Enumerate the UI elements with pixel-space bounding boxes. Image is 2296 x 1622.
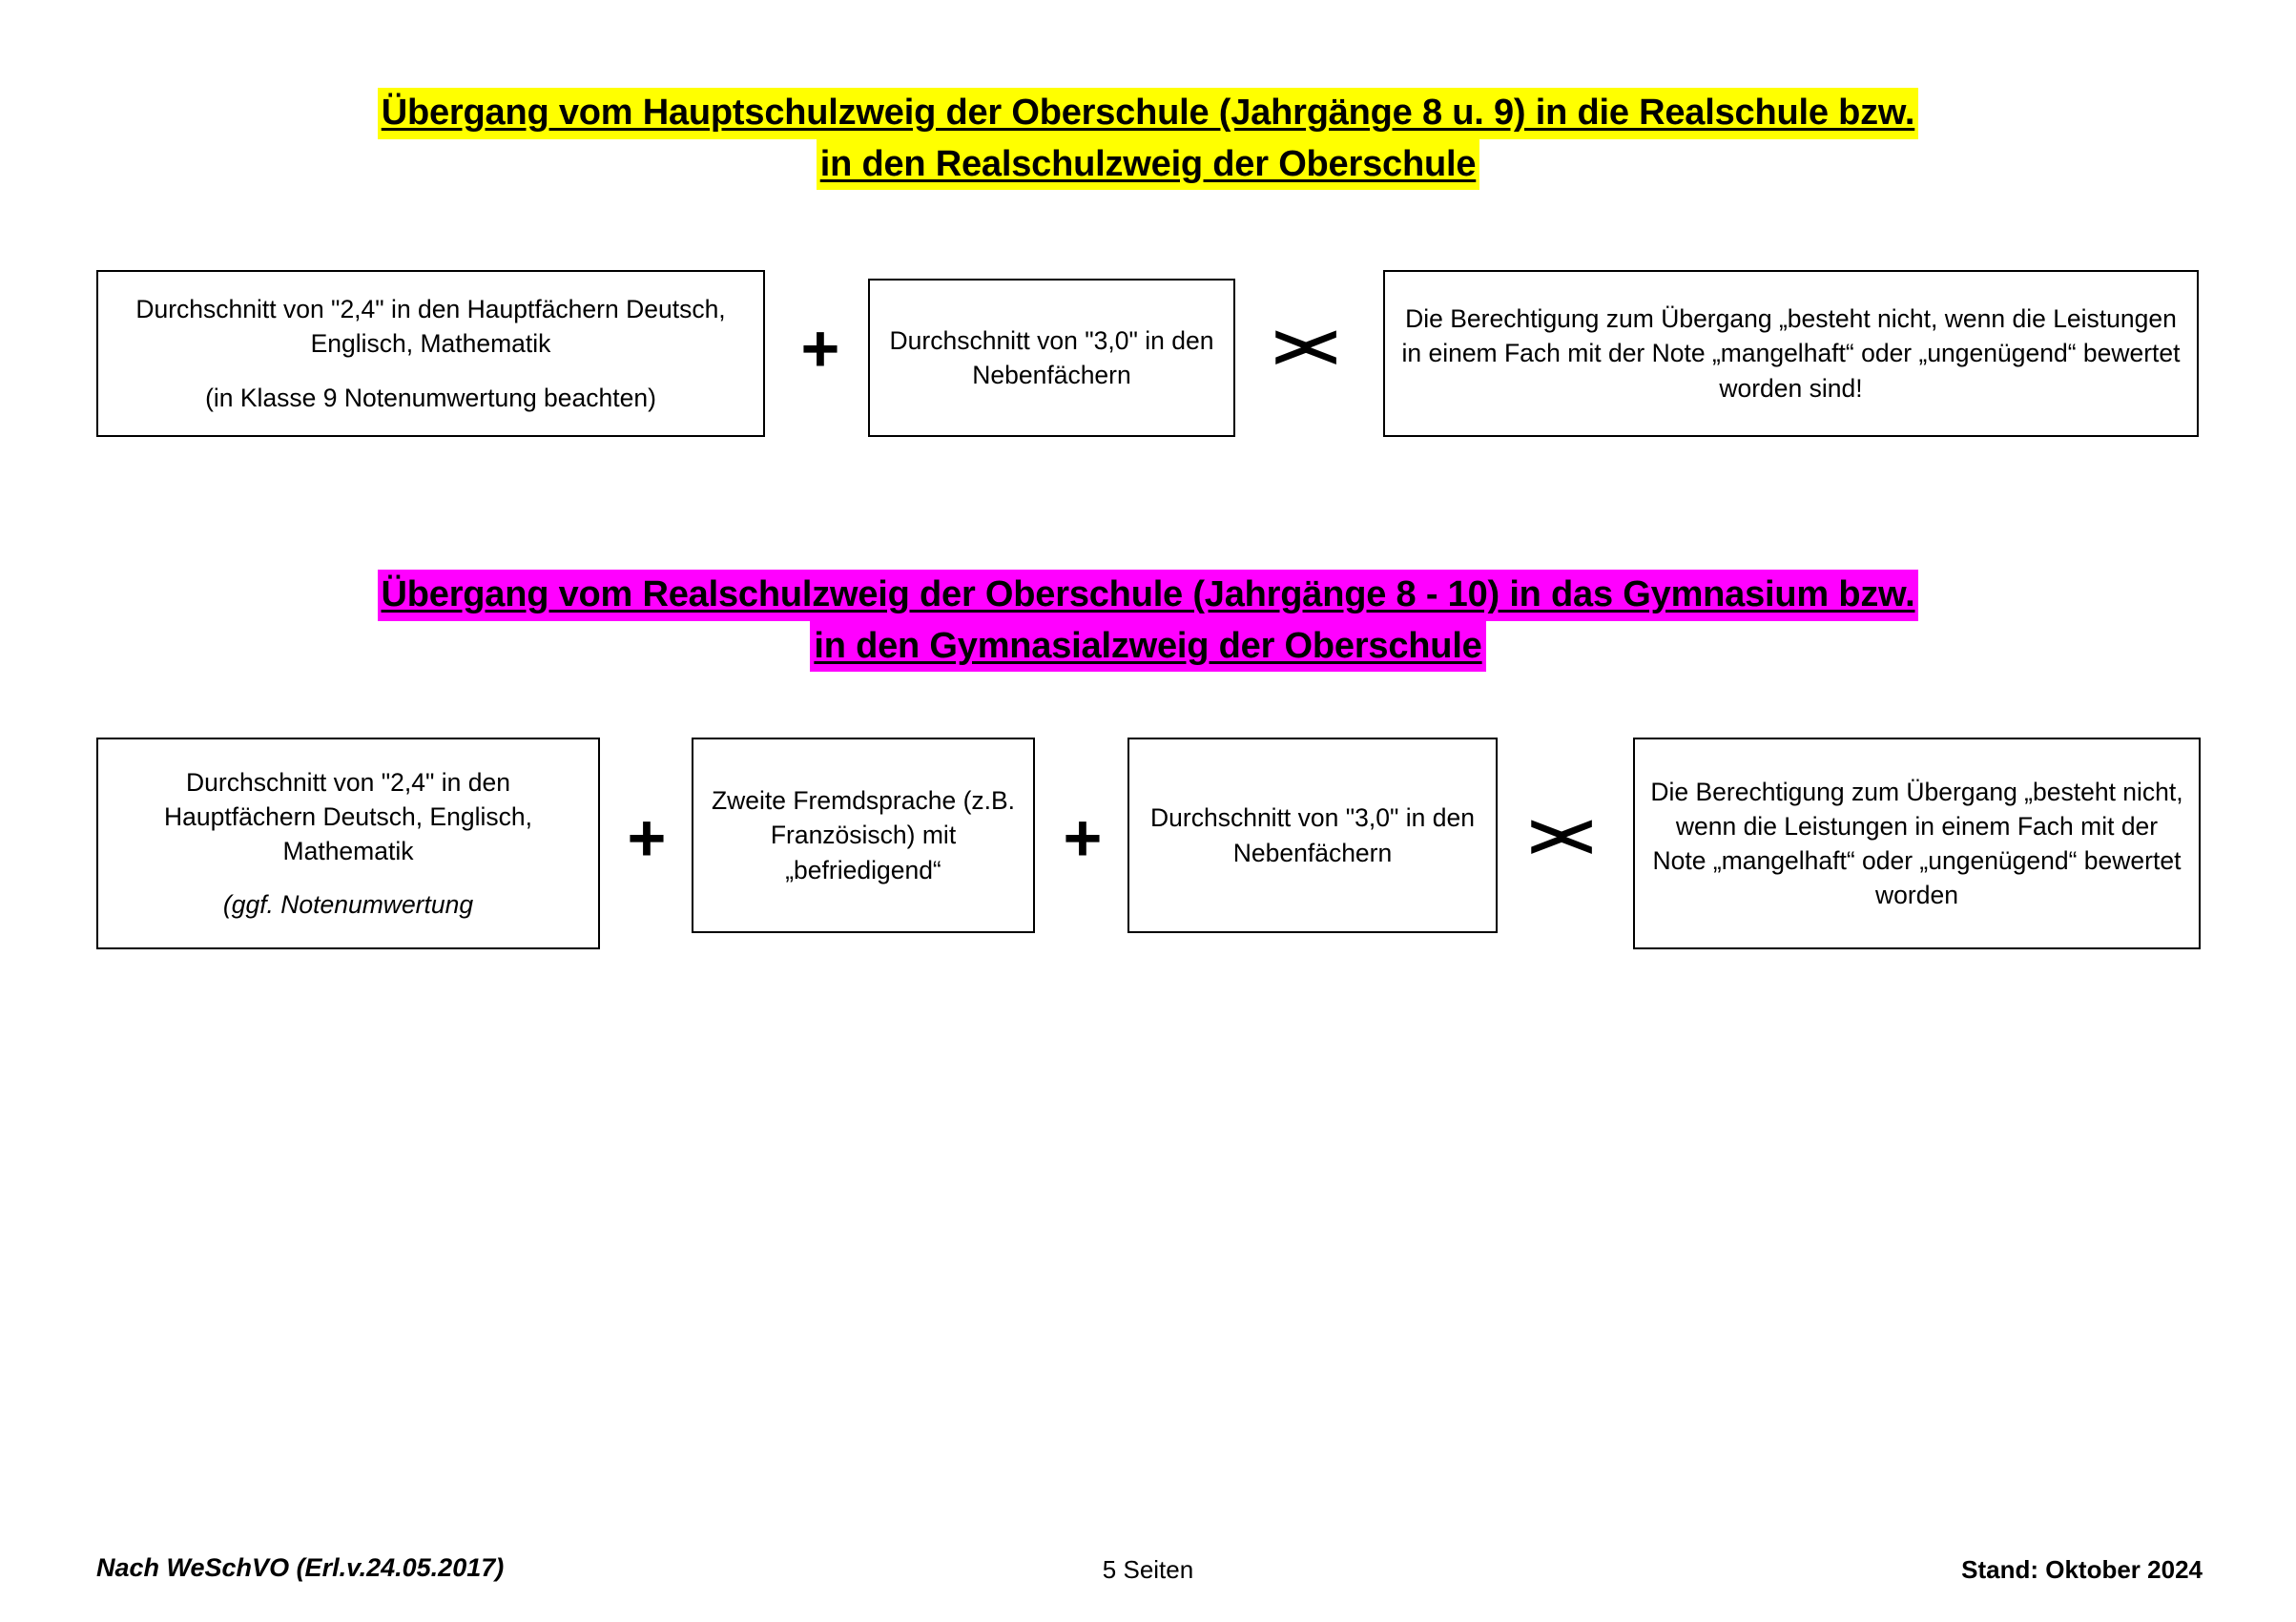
section-1-plus-operator-1: + [800, 311, 840, 385]
section-1-box-2-text-1: Durchschnitt von "3,0" in den Nebenfächern [889, 325, 1214, 389]
section-2-criteria-box-minor-subjects [1127, 738, 1498, 933]
section-1-gtlt-operator: >< [1272, 311, 1332, 382]
section-2-heading-line2: in den Gymnasialzweig der Oberschule [810, 621, 1485, 673]
section-2-plus-operator-1: + [627, 801, 667, 875]
section-1-criteria-box-main-subjects [96, 270, 765, 437]
section-2-box-4-text-1: Die Berechtigung zum Übergang „besteht nicht, wenn die Leistungen in einem Fach mit der Note „mangelhaft“ oder „ungenügend“ bewertet worden [1650, 777, 2183, 910]
section-1-box-3-text-1: Die Berechtigung zum Übergang „besteht nicht, wenn die Leistungen in einem Fach mit der Note „mangelhaft“ oder „ungenügend“ bewertet worden sind! [1401, 304, 2181, 403]
section-2-plus-operator-2: + [1063, 801, 1103, 875]
footer-revision-date: Stand: Oktober 2024 [1961, 1555, 2203, 1584]
section-2-box-1-text-1: Durchschnitt von "2,4" in den Hauptfächern Deutsch, Englisch, Mathematik [164, 767, 532, 865]
section-1-exclusion-note-box [1383, 270, 2199, 437]
section-1-heading-line1: Übergang vom Hauptschulzweig der Oberschule (Jahrgänge 8 u. 9) in die Realschule bzw. [378, 88, 1919, 139]
section-2-box-1-text-2: (ggf. Notenumwertung [222, 890, 474, 920]
section-2-heading-line1: Übergang vom Realschulzweig der Oberschule (Jahrgänge 8 - 10) in das Gymnasium bzw. [378, 570, 1919, 621]
section-2-criteria-box-second-language [692, 738, 1035, 933]
section-1-box-1-text-2: (in Klasse 9 Notenumwertung beachten) [205, 383, 656, 412]
page-footer [0, 1536, 2296, 1622]
footer-page-count: 5 Seiten [1102, 1555, 1194, 1584]
footer-source-note: Nach WeSchVO (Erl.v.24.05.2017) [96, 1553, 505, 1582]
section-2-box-3-text-1: Durchschnitt von "3,0" in den Nebenfächern [1150, 803, 1475, 867]
section-2-criteria-box-main-subjects [96, 738, 600, 949]
section-1-heading [0, 88, 2296, 190]
section-1-criteria-box-minor-subjects [868, 279, 1235, 437]
section-2-exclusion-note-box [1633, 738, 2201, 949]
section-2-heading [0, 570, 2296, 672]
section-2-box-2-text-1: Zweite Fremdsprache (z.B. Französisch) mit „befriedigend“ [711, 786, 1016, 884]
section-1-box-1-text-1: Durchschnitt von "2,4" in den Hauptfächern Deutsch, Englisch, Mathematik [135, 295, 726, 359]
section-2-gtlt-operator: >< [1528, 801, 1587, 871]
section-1-heading-line2: in den Realschulzweig der Oberschule [817, 139, 1480, 191]
